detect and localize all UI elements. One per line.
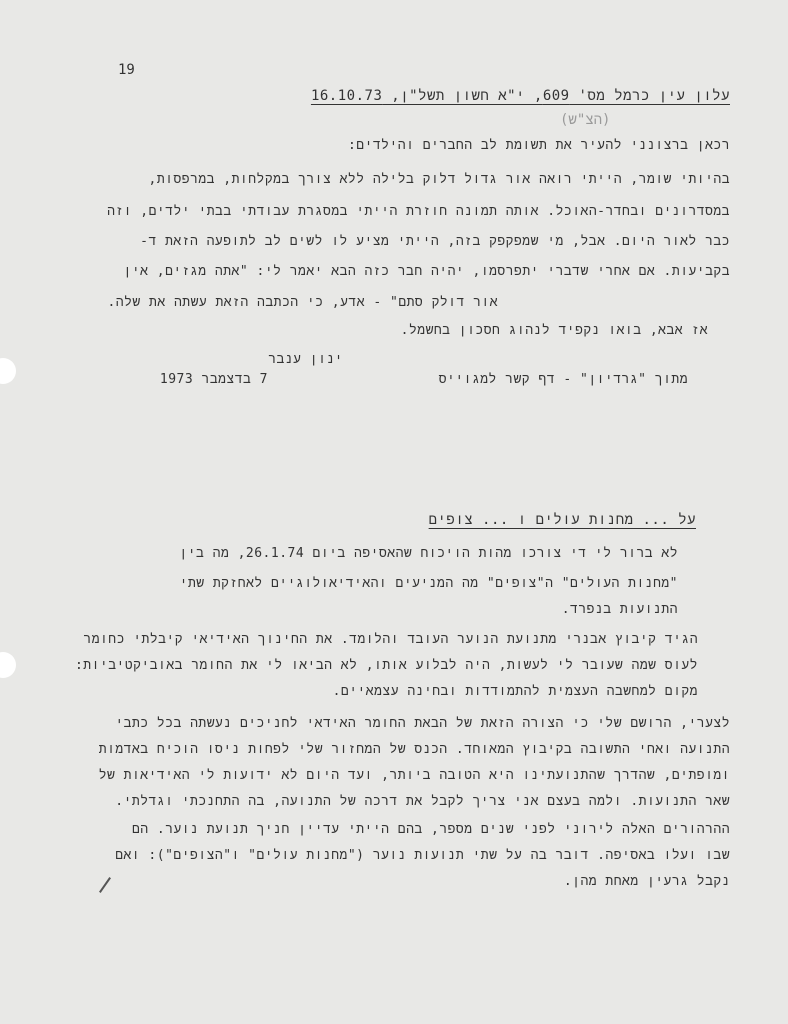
- text-line: במסדרונים ובחדר-האוכל. אותה תמונה חוזרת הייתי במסגרת עבודתי בבתי ילדים, וזה: [107, 204, 730, 219]
- text-line: לעוס שמה שעובר לי לעשות, היה לבלוע אותו, לא הביאו לי את החומר באוביקטיביות:: [74, 658, 698, 673]
- text-line: אז אבא, בואו נקפיד לנהוג חסכון בחשמל.: [400, 323, 708, 338]
- text-line: שאר התנועות. ולמה בעצם אני צריך לקבל את דרכה של התנועה, בה התחנכתי וגדלתי.: [115, 794, 730, 809]
- text-line: נקבל גרעין מאחת מהן.: [563, 874, 730, 889]
- text-line: אור דולק סתם" - אדע, כי הכתבה הזאת עשתה את שלה.: [107, 295, 498, 310]
- text-line: לא ברור לי די צורכו מהות הויכוח שהאסיפה ביום 26.1.74, מה בין: [179, 546, 678, 561]
- pencil-note: (הצ"ש): [560, 112, 611, 128]
- text-line: שבו ועלו באסיפה. דובר בה על שתי תנועות נוער ("מחנות עולים" ו"הצופים"): ואם: [115, 848, 730, 863]
- text-line: בהיותי שומר, הייתי רואה אור גדול דלוק בלילה ללא צורך במקלחות, במרפסות,: [148, 172, 730, 187]
- pencil-tick-mark: [99, 877, 111, 893]
- text-line: ההרהורים האלה לירוני לפני שנים מספר, בהם הייתי עדיין חניך תנועת נוער. הם: [131, 822, 730, 837]
- author-name: ינון ענבר: [268, 352, 343, 367]
- page-number: 19: [118, 62, 135, 78]
- text-line: התנועה ואחי התשובה בקיבוץ המאוחד. הכנס של המחזור שלי לפחות ניסו הוכיח באדמות: [98, 742, 730, 757]
- binder-hole: [0, 358, 16, 384]
- text-line: "מחנות העולים" ה"צופים" מה המניעים והאידיאולוגיים לאחזקת שתי: [179, 576, 678, 591]
- header-bulletin: עלון עין כרמל מס' 609, י"א חשון תשל"ן, 16.10.73: [310, 88, 730, 104]
- text-line: התנועות בנפרד.: [561, 602, 678, 617]
- source-date: 7 בדצמבר 1973: [159, 372, 268, 387]
- text-line: הגיד קיבוץ אבנרי מתנועת הנוער העובד והלומד. את החינוך האידיאי קיבלתי כחומר: [83, 632, 698, 647]
- source-line: מתוך "גרדיון" - דף קשר למגוייס: [438, 372, 688, 387]
- binder-hole: [0, 652, 16, 678]
- text-line: ומופתים, שהדרך שהתנועתינו היא הטובה ביותר, ועד היום לא ידועות לי האידיאות של: [98, 768, 730, 783]
- text-line: בקביעות. אם אחרי שדברי יתפרסמו, יהיה חבר כזה הבא יאמר לי: "אתה מגזים, אין: [123, 264, 730, 279]
- text-line: מקום למחשבה העצמית להתמודדות ובחינה עצמאיים.: [332, 684, 698, 699]
- text-line: לצערי, הרושם שלי כי הצורה הזאת של הבאת החומר האידאי לחניכים נעשתה בכל כתבי: [115, 716, 730, 731]
- header-article-2: על ... מחנות עולים ו ... צופים: [428, 512, 696, 528]
- text-line: רכאן ברצונני להעיר את תשומת לב החברים והילדים:: [347, 138, 730, 153]
- text-line: כבר לאור היום. אבל, מי שמפקפק בזה, הייתי מציע לו לשים לב לתופעה הזאת ד-: [140, 234, 730, 249]
